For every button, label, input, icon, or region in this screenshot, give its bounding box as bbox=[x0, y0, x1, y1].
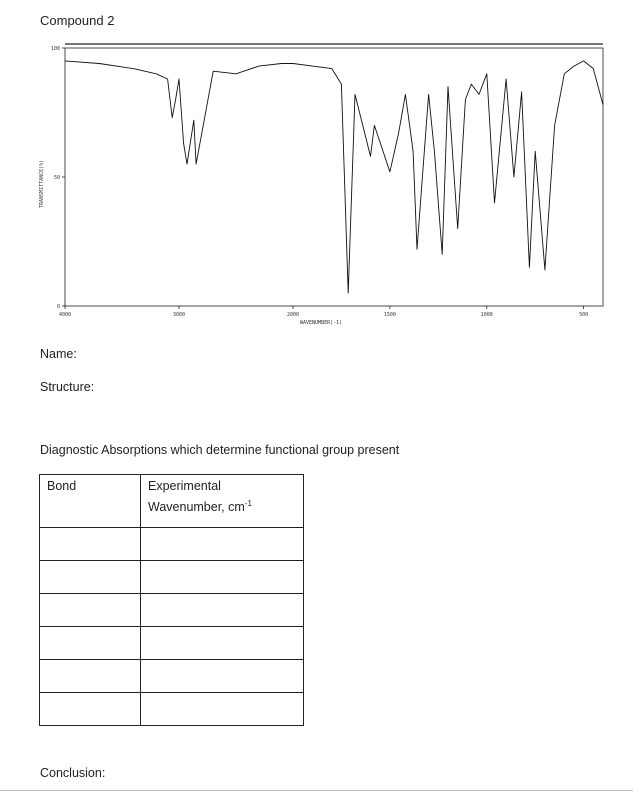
bond-cell[interactable] bbox=[40, 528, 141, 561]
name-label: Name: bbox=[40, 347, 77, 361]
wavenumber-cell[interactable] bbox=[141, 693, 304, 726]
document-title: Compound 2 bbox=[40, 13, 115, 28]
table-row bbox=[40, 660, 304, 693]
structure-label: Structure: bbox=[40, 380, 95, 394]
y-tick-label: 100 bbox=[50, 46, 60, 52]
wavenumber-cell[interactable] bbox=[141, 594, 304, 627]
x-tick-label: 1500 bbox=[383, 312, 396, 318]
table-row bbox=[40, 561, 304, 594]
table-row bbox=[40, 528, 304, 561]
bond-cell[interactable] bbox=[40, 660, 141, 693]
wavenumber-cell[interactable] bbox=[141, 561, 304, 594]
x-tick-label: 2000 bbox=[286, 312, 300, 318]
spectrum-series-line bbox=[65, 61, 603, 293]
absorption-table bbox=[39, 474, 304, 726]
y-axis-ticks bbox=[51, 46, 65, 310]
x-tick-label: 3000 bbox=[172, 312, 186, 318]
y-tick-label: 0 bbox=[56, 304, 60, 310]
x-axis-ticks bbox=[56, 304, 589, 318]
conclusion-label: Conclusion: bbox=[40, 766, 106, 780]
plot-frame bbox=[65, 48, 603, 306]
wavenumber-header: Experimental Wavenumber, $cm^{-1}$ bbox=[141, 475, 304, 528]
table-header-row bbox=[40, 475, 304, 528]
y-axis-label: TRANSMITTANCE(%) bbox=[39, 159, 45, 208]
table-row bbox=[40, 594, 304, 627]
wavenumber-cell[interactable] bbox=[141, 627, 304, 660]
x-tick-label: 4000 bbox=[58, 312, 72, 318]
table-row bbox=[40, 627, 304, 660]
wavenumber-cell[interactable] bbox=[141, 660, 304, 693]
diagnostic-heading: Diagnostic Absorptions which determine functional group present bbox=[40, 443, 400, 457]
bond-cell[interactable] bbox=[40, 561, 141, 594]
bond-cell[interactable] bbox=[40, 594, 141, 627]
bond-header: Bond bbox=[40, 475, 141, 528]
x-tick-label: 500 bbox=[579, 312, 589, 318]
page-bottom-border bbox=[0, 790, 633, 791]
ir-spectrum-chart bbox=[38, 38, 608, 330]
bond-cell[interactable] bbox=[40, 627, 141, 660]
bond-cell[interactable] bbox=[40, 693, 141, 726]
wavenumber-cell[interactable] bbox=[141, 528, 304, 561]
x-tick-label: 1000 bbox=[480, 312, 493, 318]
x-axis-label: WAVENUMBER(-1) bbox=[300, 320, 343, 326]
table-row bbox=[40, 693, 304, 726]
y-tick-label: 50 bbox=[53, 175, 60, 181]
